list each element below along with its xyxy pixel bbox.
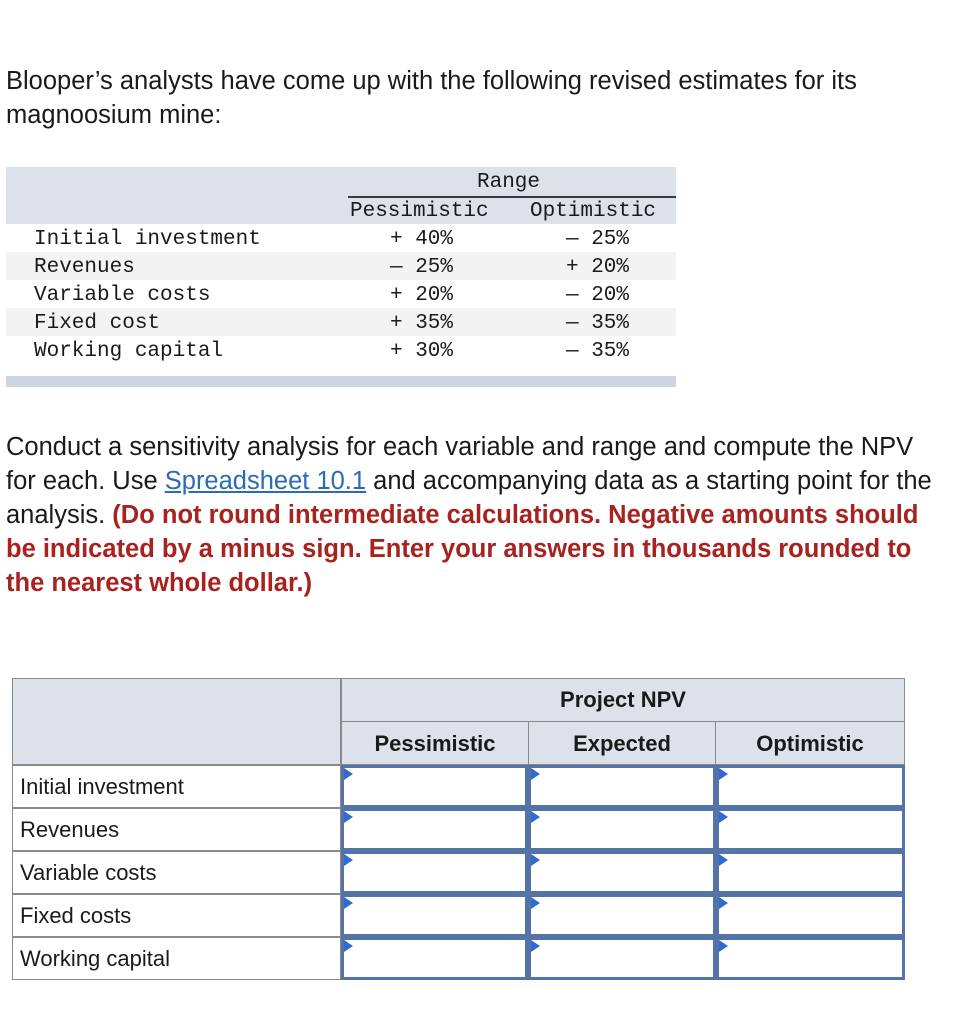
instructions-note: (Do not round intermediate calculations. Negative amounts should be indicated by a minus sign. Enter your answers in thousands rounded to the nearest whole dollar.) bbox=[6, 501, 919, 597]
npv-col-expected: Expected bbox=[573, 731, 671, 756]
npv-col-pessimistic: Pessimistic bbox=[374, 731, 496, 756]
range-row-label: Working capital bbox=[34, 340, 224, 363]
npv-input-initial-pessimistic[interactable] bbox=[344, 768, 525, 805]
npv-row-label: Fixed costs bbox=[12, 894, 341, 937]
instructions-text: Conduct a sensitivity analysis for each variable and range and compute the NPV for each. Use bbox=[6, 433, 914, 495]
npv-col-optimistic: Optimistic bbox=[756, 731, 864, 756]
npv-input-cell bbox=[528, 765, 716, 808]
range-row-optimistic: — 25% bbox=[566, 228, 630, 251]
range-row-optimistic: — 35% bbox=[566, 340, 630, 363]
range-row-label: Revenues bbox=[34, 256, 135, 279]
range-row-optimistic: + 20% bbox=[566, 256, 630, 279]
npv-input-revenues-optimistic[interactable] bbox=[719, 811, 902, 848]
range-row-pessimistic: + 20% bbox=[390, 284, 454, 307]
npv-input-cell bbox=[716, 894, 905, 937]
range-row-pessimistic: + 35% bbox=[390, 312, 454, 335]
range-footer-band bbox=[6, 376, 676, 387]
range-row-pessimistic: + 40% bbox=[390, 228, 454, 251]
npv-header-title-cell bbox=[341, 678, 905, 722]
range-row-optimistic: — 35% bbox=[566, 312, 630, 335]
range-row-optimistic: — 20% bbox=[566, 284, 630, 307]
npv-input-cell bbox=[716, 937, 905, 980]
npv-input-cell bbox=[716, 851, 905, 894]
npv-input-variable-expected[interactable] bbox=[531, 854, 713, 891]
npv-input-cell bbox=[716, 765, 905, 808]
npv-input-initial-expected[interactable] bbox=[531, 768, 713, 805]
range-row-label: Fixed cost bbox=[34, 312, 161, 335]
instructions bbox=[6, 430, 941, 600]
range-header-underline bbox=[348, 196, 676, 198]
npv-input-cell bbox=[341, 937, 528, 980]
npv-input-fixed-optimistic[interactable] bbox=[719, 897, 902, 934]
npv-input-fixed-expected[interactable] bbox=[531, 897, 713, 934]
col-header-cell bbox=[341, 721, 529, 765]
col-header-optimistic: Optimistic bbox=[530, 200, 657, 223]
npv-input-cell bbox=[528, 937, 716, 980]
npv-input-cell bbox=[341, 808, 528, 851]
range-row-pessimistic: — 25% bbox=[390, 256, 454, 279]
range-row-pessimistic: + 30% bbox=[390, 340, 454, 363]
npv-title: Project NPV bbox=[560, 687, 686, 712]
npv-header-blank bbox=[12, 678, 341, 765]
range-row-label: Variable costs bbox=[34, 284, 211, 307]
npv-input-working-pessimistic[interactable] bbox=[344, 940, 525, 977]
npv-input-cell bbox=[528, 894, 716, 937]
npv-input-working-optimistic[interactable] bbox=[719, 940, 902, 977]
col-header-cell bbox=[528, 721, 716, 765]
npv-input-variable-optimistic[interactable] bbox=[719, 854, 902, 891]
npv-row-label: Variable costs bbox=[12, 851, 341, 894]
instructions-text-2: and accompanying data as a starting point for the analysis. bbox=[6, 467, 932, 529]
npv-input-revenues-pessimistic[interactable] bbox=[344, 811, 525, 848]
npv-row-label: Working capital bbox=[12, 937, 341, 980]
spreadsheet-link[interactable]: Spreadsheet 10.1 bbox=[164, 467, 367, 495]
range-row-label: Initial investment bbox=[34, 228, 261, 251]
intro-text: Blooper’s analysts have come up with the following revised estimates for its magnoosium mine: bbox=[6, 67, 857, 129]
col-header-pessimistic: Pessimistic bbox=[350, 200, 489, 223]
npv-row-label: Initial investment bbox=[12, 765, 341, 808]
npv-input-working-expected[interactable] bbox=[531, 940, 713, 977]
npv-input-revenues-expected[interactable] bbox=[531, 811, 713, 848]
npv-input-cell bbox=[528, 851, 716, 894]
npv-input-initial-optimistic[interactable] bbox=[719, 768, 902, 805]
npv-input-cell bbox=[341, 851, 528, 894]
npv-input-fixed-pessimistic[interactable] bbox=[344, 897, 525, 934]
col-header-cell bbox=[715, 721, 905, 765]
range-table bbox=[6, 167, 676, 387]
npv-input-variable-pessimistic[interactable] bbox=[344, 854, 525, 891]
npv-input-cell bbox=[341, 765, 528, 808]
range-header: Range bbox=[477, 171, 541, 194]
npv-row-label: Revenues bbox=[12, 808, 341, 851]
npv-input-cell bbox=[716, 808, 905, 851]
npv-input-cell bbox=[528, 808, 716, 851]
npv-input-cell bbox=[341, 894, 528, 937]
